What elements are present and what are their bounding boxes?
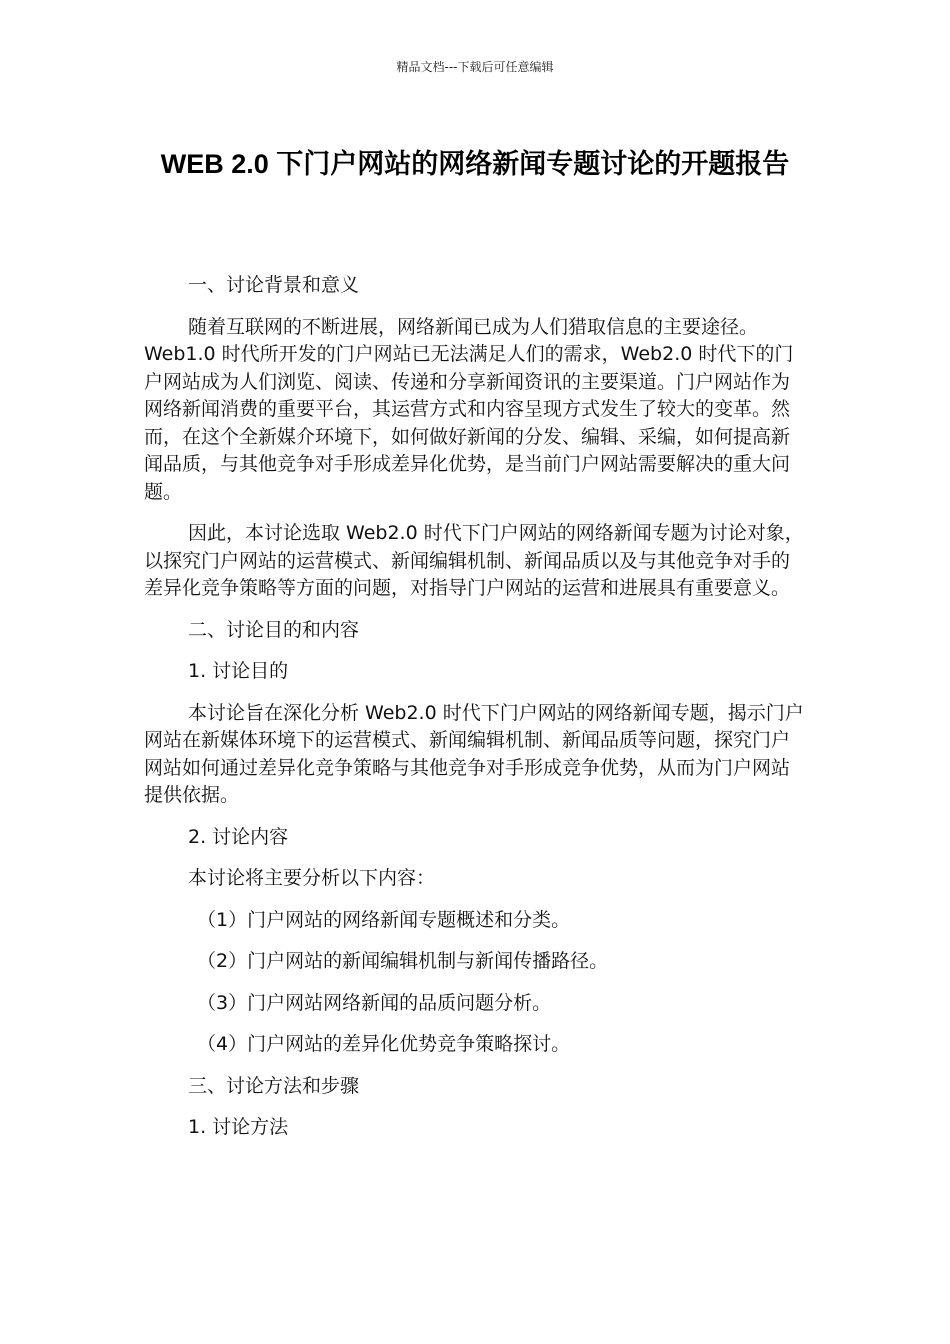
document-title: WEB 2.0 下门户网站的网络新闻专题讨论的开题报告 [160, 149, 790, 179]
page-header-text: 精品文档---下载后可任意编辑 [396, 60, 554, 74]
document-body [144, 272, 806, 1156]
paragraph-background-2: 因此，本讨论选取 Web2.0 时代下门户网站的网络新闻专题为讨论对象，以探究门户网站的运营模式、新闻编辑机制、新闻品质以及与其他竞争对手的差异化竞争策略等方面的问题，对指导门户网站的运营和进展具有重要意义。 [144, 522, 804, 599]
list-item: （1）门户网站的网络新闻专题概述和分类。 [197, 908, 571, 931]
list-item: （2）门户网站的新闻编辑机制与新闻传播路径。 [197, 950, 609, 972]
content-intro: 本讨论将主要分析以下内容： [188, 867, 436, 889]
section-heading-purpose-content: 二、讨论目的和内容 [188, 618, 360, 641]
list-item: （4）门户网站的差异化优势竞争策略探讨。 [197, 1033, 571, 1055]
section-heading-methods: 三、讨论方法和步骤 [188, 1074, 360, 1097]
subheading-purpose: 1. 讨论目的 [188, 660, 289, 682]
list-item: （3）门户网站网络新闻的品质问题分析。 [197, 991, 552, 1014]
section-heading-background: 一、讨论背景和意义 [188, 274, 360, 296]
subheading-content: 2. 讨论内容 [188, 825, 289, 848]
paragraph-purpose: 本讨论旨在深化分析 Web2.0 时代下门户网站的网络新闻专题，揭示门户网站在新媒体环境下的运营模式、新闻编辑机制、新闻品质等问题，探究门户网站如何通过差异化竞争策略与其他竞争对手形成竞争优势，从而为门户网站提供依据。 [144, 701, 804, 806]
paragraph-background-1: 随着互联网的不断进展，网络新闻已成为人们猎取信息的主要途径。Web1.0 时代所开发的门户网站已无法满足人们的需求，Web2.0 时代下的门户网站成为人们浏览、阅读、传递和分享新闻资讯的主要渠道。门户网站作为网络新闻消费的重要平台，其运营方式和内容呈现方式发生了较大的变革。然而，在这个全新媒介环境下，如何做好新闻的分发、编辑、采编，如何提高新闻品质，与其他竞争对手形成差异化优势，是当前门户网站需要解决的重大问题。 [144, 315, 794, 503]
subheading-methods: 1. 讨论方法 [188, 1116, 289, 1138]
